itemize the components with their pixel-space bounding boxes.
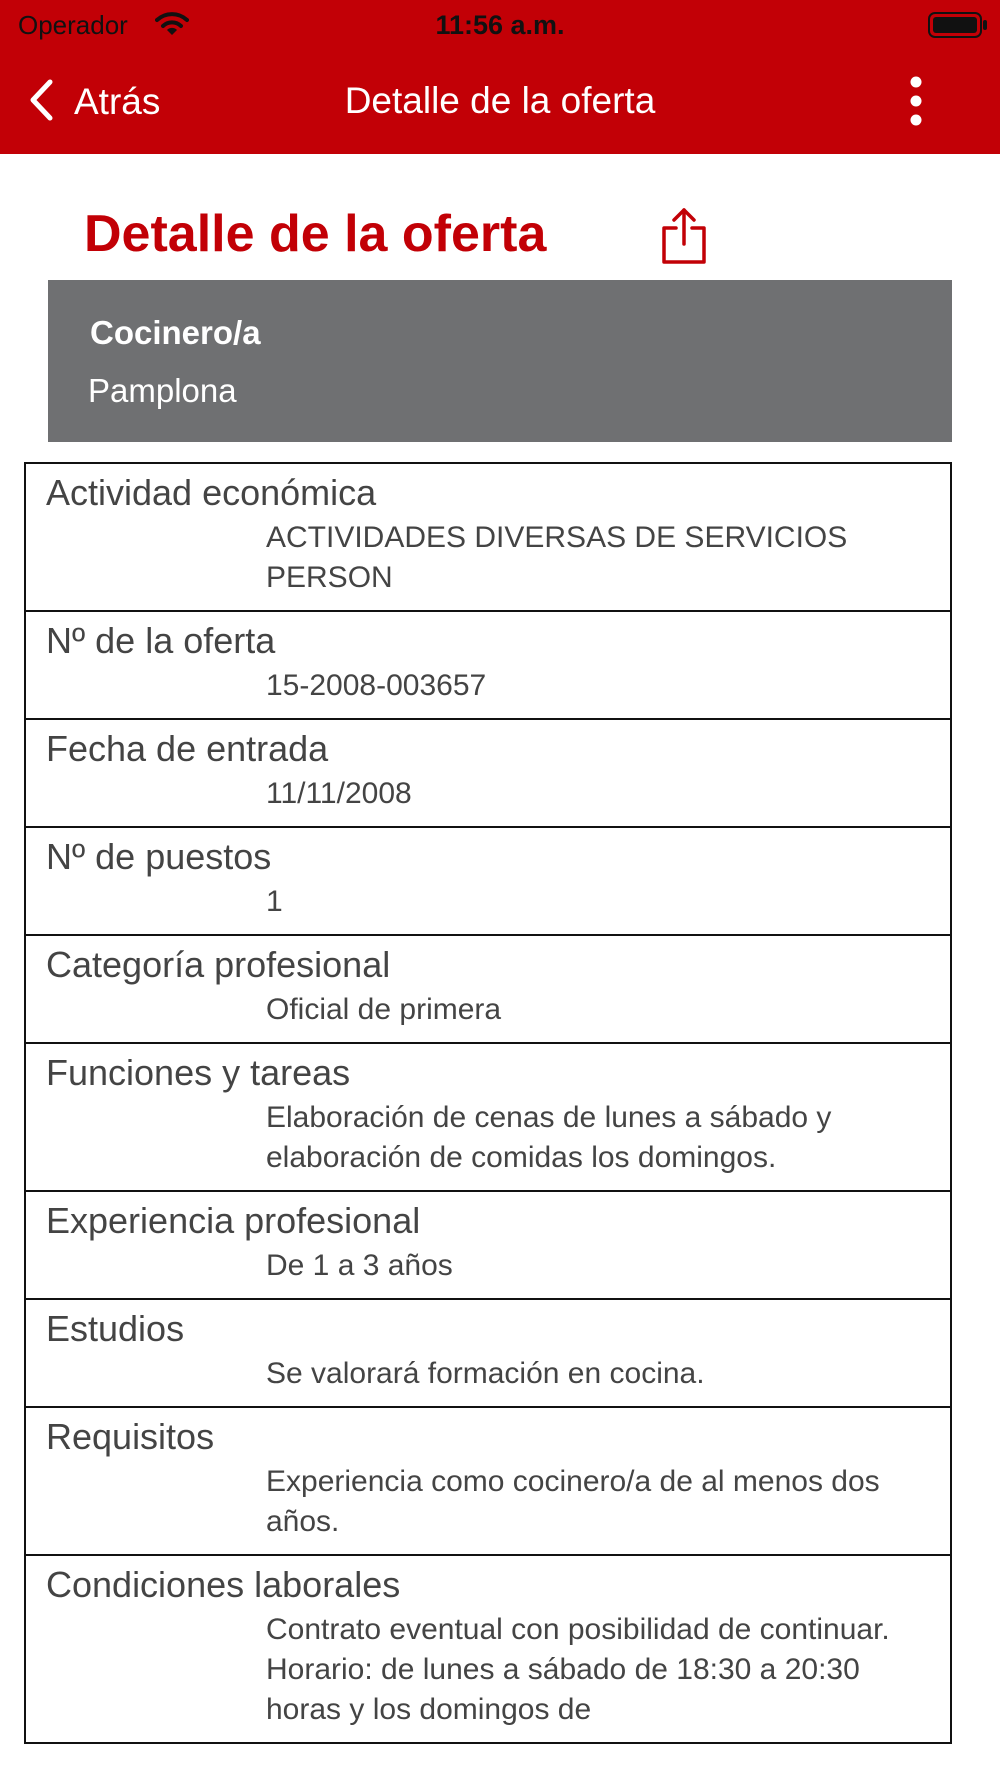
detail-value: Experiencia como cocinero/a de al menos dos años. — [266, 1465, 880, 1538]
detail-value: 11/11/2008 — [266, 777, 412, 810]
nav-title: Detalle de la oferta — [344, 80, 656, 121]
more-vertical-icon — [896, 115, 936, 134]
offer-header — [48, 280, 952, 442]
detail-row-puestos — [24, 826, 952, 936]
detail-row-estudios — [24, 1298, 952, 1408]
detail-label: Nº de la oferta — [46, 620, 276, 661]
detail-value: Oficial de primera — [266, 993, 502, 1026]
offer-location: Pamplona — [88, 372, 237, 409]
detail-label: Nº de puestos — [46, 836, 272, 877]
battery-icon — [928, 12, 988, 42]
detail-value: Contrato eventual con posibilidad de continuar. Horario: de lunes a sábado de 18:30 a 20:30 horas y los domingos de — [266, 1613, 890, 1726]
detail-row-categoria — [24, 934, 952, 1044]
detail-row-numero-oferta — [24, 610, 952, 720]
detail-value: Se valorará formación en cocina. — [266, 1357, 705, 1390]
back-label: Atrás — [74, 81, 161, 122]
detail-row-fecha-entrada — [24, 718, 952, 828]
detail-label: Experiencia profesional — [46, 1200, 421, 1241]
detail-value: Elaboración de cenas de lunes a sábado y elaboración de comidas los domingos. — [266, 1101, 832, 1174]
share-button[interactable] — [656, 206, 712, 266]
detail-row-condiciones — [24, 1554, 952, 1744]
offer-details-list — [24, 462, 952, 1778]
detail-label: Funciones y tareas — [46, 1052, 351, 1093]
detail-label: Condiciones laborales — [46, 1564, 401, 1605]
status-bar — [0, 0, 1000, 50]
detail-label: Requisitos — [46, 1416, 215, 1457]
offer-title: Cocinero/a — [90, 314, 261, 351]
detail-value: ACTIVIDADES DIVERSAS DE SERVICIOS PERSON — [266, 521, 848, 594]
status-time: 11:56 a.m. — [435, 10, 565, 40]
detail-row-actividad — [24, 462, 952, 612]
detail-label: Estudios — [46, 1308, 185, 1349]
detail-label: Categoría profesional — [46, 944, 391, 985]
detail-value: De 1 a 3 años — [266, 1249, 453, 1282]
detail-label: Fecha de entrada — [46, 728, 329, 769]
page-title: Detalle de la oferta — [84, 205, 547, 263]
carrier-label: Operador — [18, 10, 128, 40]
navigation-bar — [0, 50, 1000, 154]
detail-value: 1 — [266, 885, 283, 918]
detail-row-funciones — [24, 1042, 952, 1192]
detail-row-requisitos — [24, 1406, 952, 1556]
share-icon — [656, 251, 712, 270]
detail-value: 15-2008-003657 — [266, 669, 487, 702]
more-options-button[interactable] — [896, 74, 936, 130]
detail-row-experiencia — [24, 1190, 952, 1300]
detail-label: Actividad económica — [46, 472, 377, 513]
